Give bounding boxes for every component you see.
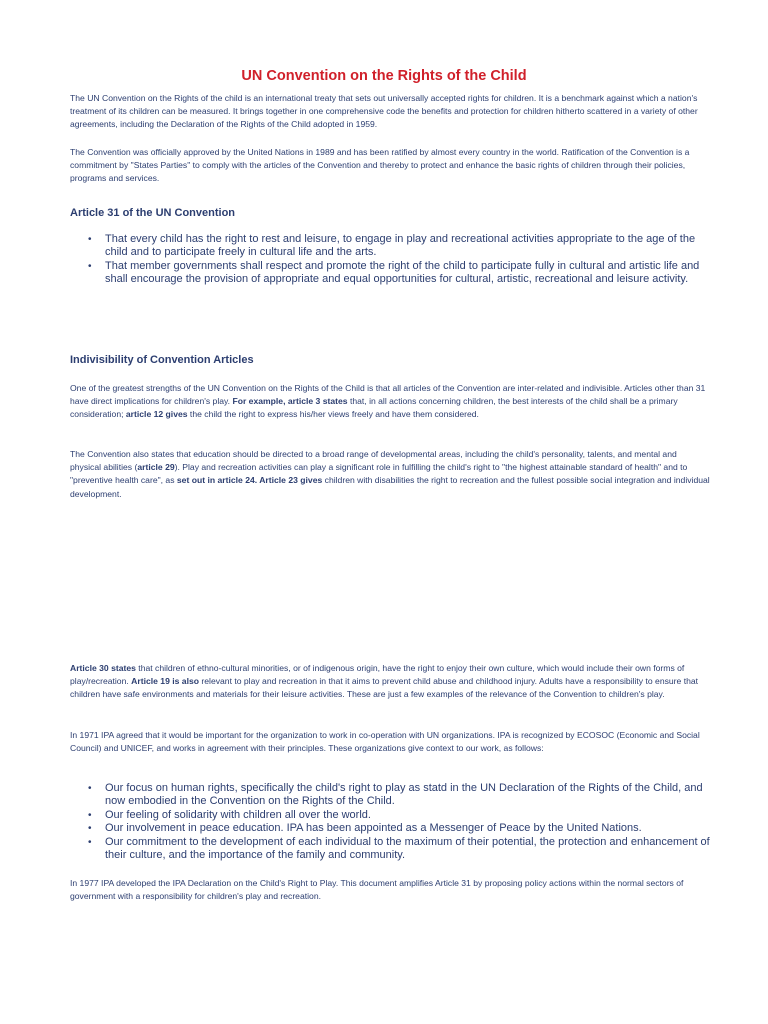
text-run: the child the right to express his/her views freely and have them considered. [187, 409, 479, 420]
ipa-1971-paragraph: In 1971 IPA agreed that it would be important for the organization to work in co-operation with UN organizations. IPA is recognized by ECOSOC (Economic and Social Council) and UNICEF, and works in agreement with their principles. These organizations give context to our work, as follows: [70, 730, 700, 754]
bullet-icon: • [88, 836, 92, 848]
text-run: ). Play and recreation activities can play a significant role in fulfilling the child's right to "the highest attainable standard of health" and to "preventive health care", as [70, 462, 688, 486]
list-item [70, 836, 710, 863]
bullet-icon: • [88, 823, 92, 835]
intro-paragraph-2: The Convention was officially approved by the United Nations in 1989 and has been ratified by almost every country in the world. Ratification of the Convention is a commitment by "States Parties" to comply with the articles of the Convention and thereby to protect and enhance the basic rights of children through their policies, programs and services. [70, 147, 690, 184]
indivisibility-paragraph-1 [70, 382, 710, 422]
list-item-text: That every child has the right to rest and leisure, to engage in play and recreational activities appropriate to the age of the child and to participate freely in cultural life and the arts. [105, 233, 696, 259]
bullet-icon: • [88, 783, 92, 794]
list-item [70, 822, 710, 835]
text-run: children with disabilities the right to recreation and the fullest possible social integration and individual development. [70, 475, 710, 499]
bold-run: For example, article 3 states [232, 396, 348, 407]
text-run: that children of ethno-cultural minorities, or of indigenous origin, have the right to enjoy their own culture, which would include their own forms of play/recreation. [70, 663, 685, 687]
list-item-text: Our commitment to the development of each individual to the maximum of their potential, the protection and enhancement of their culture, and the importance of the family and community. [105, 835, 710, 862]
article31-heading: Article 31 of the UN Convention [70, 207, 236, 219]
article31-list [70, 233, 710, 287]
ipa-1977-paragraph: In 1977 IPA developed the IPA Declaration on the Child's Right to Play. This document amplifies Article 31 by proposing policy actions within the normal sectors of government with a responsibility for children's play and recreation. [70, 878, 684, 902]
article30-paragraph [70, 662, 710, 702]
indivisibility-heading: Indivisibility of Convention Articles [70, 354, 254, 366]
text-run: that, in all actions concerning children, the best interests of the child shall be a primary consideration; [70, 396, 678, 420]
text-run: One of the greatest strengths of the UN Convention on the Rights of the Child is that all articles of the Convention are inter-related and indivisible. Articles other than 31 have direct implications for children's play. [70, 383, 706, 407]
text-run: relevant to play and recreation in that it aims to prevent child abuse and childhood injury. Adults have a responsibility to ensure that children have safe environments and materials for their leisure activities. These are just a few examples of the relevance of the Convention to children's play. [70, 676, 699, 700]
bold-run: Article 19 is also [131, 676, 199, 687]
list-item [70, 809, 710, 822]
list-item [70, 782, 710, 809]
list-item-text: Our focus on human rights, specifically the child's right to play as statd in the UN Declaration of the Rights of the Child, and now embodied in the Convention on the Rights of the Child. [105, 782, 703, 808]
bold-run: article 29 [137, 462, 175, 473]
bullet-icon: • [88, 809, 92, 821]
bold-run: set out in article 24. Article 23 gives [176, 475, 323, 486]
intro-paragraph-1: The UN Convention on the Rights of the child is an international treaty that sets out universally accepted rights for children. It is a benchmark against which a nation's treatment of its children can be measured. It brings together in one comprehensive code the benefits and protection for children hitherto scattered in a variety of other agreements, including the Declaration of the Rights of the Child adopted in 1959. [70, 93, 698, 130]
bold-run: article 12 gives [125, 409, 188, 420]
indivisibility-paragraph-2 [70, 448, 710, 501]
list-item [70, 233, 710, 260]
focus-list [70, 782, 710, 862]
bullet-icon: • [88, 260, 92, 272]
page-title: UN Convention on the Rights of the Child [241, 68, 527, 84]
bold-run: Article 30 states [70, 663, 136, 673]
list-item [70, 260, 710, 287]
list-item-text: That member governments shall respect and promote the right of the child to participate fully in cultural and artistic life and shall encourage the provision of appropriate and equal opportunities for cultural, artistic, recreational and leisure activity. [105, 259, 700, 286]
bullet-icon: • [88, 234, 92, 245]
list-item-text: Our feeling of solidarity with children all over the world. [105, 808, 371, 821]
list-item-text: Our involvement in peace education. IPA has been appointed as a Messenger of Peace by the United Nations. [105, 822, 642, 835]
text-run: The Convention also states that education should be directed to a broad range of developmental areas, including the child's personality, talents, and mental and physical abilities ( [70, 449, 677, 473]
